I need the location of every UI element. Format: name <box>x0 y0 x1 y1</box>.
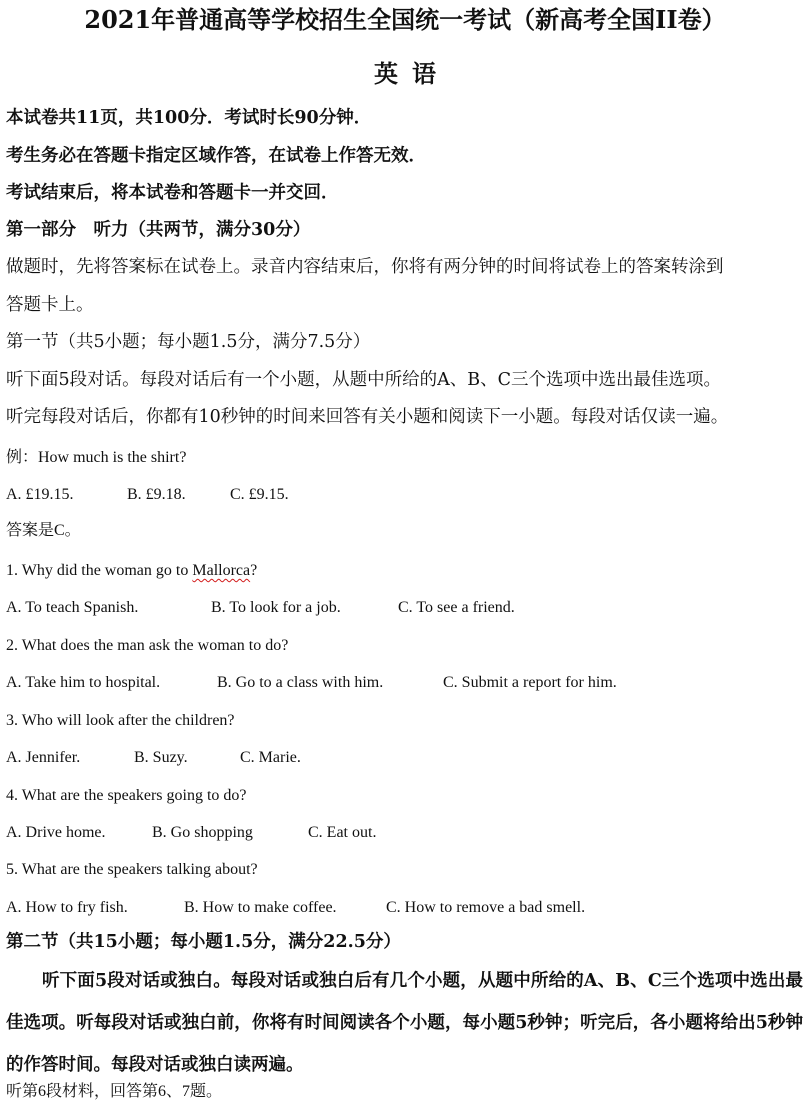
section1-directions: 听完每段对话后，你都有10秒钟的时间来回答有关小题和阅读下一小题。每段对话仅读一遍。 <box>6 407 729 427</box>
option-b: B. Go to a class with him. <box>217 674 384 691</box>
section2-heading: 第二节（共15小题；每小题1.5分，满分22.5分） <box>6 932 401 952</box>
question-text: 1. Why did the woman go to <box>6 562 193 579</box>
question-stem: 5. What are the speakers talking about? <box>6 861 258 878</box>
option-c: C. How to remove a bad smell. <box>386 899 586 916</box>
example-answer: 答案是C。 <box>6 522 81 539</box>
option-c: C. To see a friend. <box>398 599 515 616</box>
question-stem: 4. What are the speakers going to do? <box>6 787 247 804</box>
option-b: B. Go shopping <box>152 824 253 841</box>
section1-heading: 第一节（共5小题；每小题1.5分，满分7.5分） <box>6 332 371 352</box>
option-a: A. Jennifer. <box>6 749 81 766</box>
spellcheck-flagged-word: Mallorca <box>192 562 251 579</box>
example-option-b: B. £9.18. <box>127 486 186 503</box>
option-b: B. Suzy. <box>134 749 188 766</box>
exam-subject: 英语 <box>374 59 450 88</box>
option-a: A. Take him to hospital. <box>6 674 161 691</box>
part1-intro: 答题卡上。 <box>6 295 94 315</box>
option-c: C. Marie. <box>240 749 301 766</box>
option-c: C. Eat out. <box>308 824 377 841</box>
option-b: B. How to make coffee. <box>184 899 337 916</box>
option-a: A. How to fry fish. <box>6 899 128 916</box>
section2-directions: 听下面5段对话或独白。每段对话或独白后有几个小题，从题中所给的A、B、C三个选项中选出最佳选项。听每段对话或独白前，你将有时间阅读各个小题，每小题5秒钟；听完后，各小题将给出5秒钟的作答时间。每段对话或独白读两遍。 <box>6 971 803 1075</box>
option-b: B. To look for a job. <box>211 599 341 616</box>
section1-directions: 听下面5段对话。每段对话后有一个小题，从题中所给的A、B、C三个选项中选出最佳选项。 <box>6 370 722 390</box>
option-a: A. To teach Spanish. <box>6 599 139 616</box>
part1-heading: 第一部分 听力（共两节，满分30分） <box>6 220 311 240</box>
question-stem: 2. What does the man ask the woman to do? <box>6 637 289 654</box>
exam-title: 2021年普通高等学校招生全国统一考试（新高考全国II卷） <box>84 5 726 34</box>
option-a: A. Drive home. <box>6 824 106 841</box>
example-question: 例：How much is the shirt? <box>6 449 187 466</box>
example-option-c: C. £9.15. <box>230 486 289 503</box>
instruction-line: 考试结束后，将本试卷和答题卡一并交回． <box>6 183 339 203</box>
instruction-line: 考生务必在答题卡指定区域作答，在试卷上作答无效． <box>6 146 426 166</box>
example-option-a: A. £19.15. <box>6 486 74 503</box>
instruction-line: 本试卷共11页，共100分．考试时长90分钟． <box>6 108 372 128</box>
option-c: C. Submit a report for him. <box>443 674 617 691</box>
question-stem <box>6 561 257 580</box>
part1-intro: 做题时，先将答案标在试卷上。录音内容结束后，你将有两分钟的时间将试卷上的答案转涂到 <box>6 257 724 277</box>
material-note: 听第6段材料，回答第6、7题。 <box>6 1083 223 1100</box>
question-text: ? <box>250 562 258 579</box>
question-stem: 3. Who will look after the children? <box>6 712 235 729</box>
